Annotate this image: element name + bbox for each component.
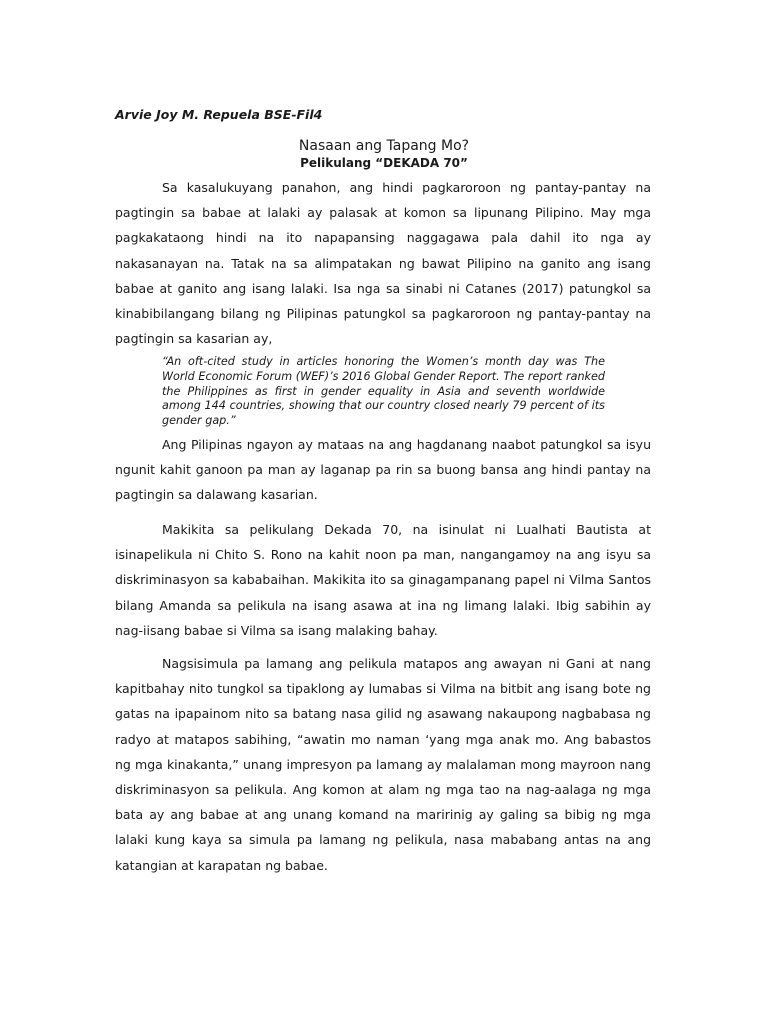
paragraph-intro: Sa kasalukuyang panahon, ang hindi pagkaroroon ng pantay-pantay na pagtingin sa babae at lalaki ay palasak at komon sa lipunang Pilipino. May mga pagkakataong hindi na ito napapansing naggagawa pala dahil ito nga ay nakasanayan na. Tatak na sa alimpatakan ng bawat Pilipino na ganito ang isang babae at ganito ang isang lalaki. Isa nga sa sinabi ni Catanes (2017) patungkol sa kinabibilangang bilang ng Pilipinas patungkol sa pagkaroroon ng pantay-pantay na pagtingin sa kasarian ay,	[115, 180, 651, 347]
author-line: Arvie Joy M. Repuela BSE-Fil4	[115, 107, 323, 122]
paragraph-film-intro: Makikita sa pelikulang Dekada 70, na isinulat ni Lualhati Bautista at isinapelikula ni Chito S. Rono na kahit noon pa man, nangangamoy na ang isyu sa diskriminasyon sa kababaihan. Makikita ito sa ginagampanang papel ni Vilma Santos bilang Amanda sa pelikula na isang asawa at ina ng limang lalaki. Ibig sabihin ay nag-iisang babae si Vilma sa isang malaking bahay.	[115, 522, 651, 638]
paragraph-ranking: Ang Pilipinas ngayon ay mataas na ang hagdanang naabot patungkol sa isyu ngunit kahit ganoon pa man ay laganap pa rin sa buong bansa ang hindi pantay na pagtingin sa dalawang kasarian.	[115, 437, 651, 503]
block-quote: “An oft-cited study in articles honoring the Women’s month day was The World Economic Forum (WEF)’s 2016 Global Gender Report. The report ranked the Philippines as first in gender equality in Asia and seventh worldwide among 144 countries, showing that our country closed nearly 79 percent of its gender gap.”	[162, 355, 605, 428]
document-title: Nasaan ang Tapang Mo?	[298, 138, 470, 154]
paragraph-film-opening: Nagsisimula pa lamang ang pelikula matapos ang awayan ni Gani at nang kapitbahay nito tungkol sa tipaklong ay lumabas si Vilma na bitbit ang isang bote ng gatas na ipapainom nito sa batang nasa gilid ng asawang nakaupong nagbabasa ng radyo at matapos sabihing, “awatin mo naman ‘yang mga anak mo. Ang babastos ng mga kinakanta,” unang impresyon pa lamang ay malalaman mong mayroon nang diskriminasyon sa pelikula. Ang komon at alam ng mga tao na nag-aalaga ng mga bata ay ang babae at ang unang komand na maririnig ay galing sa bibig ng mga lalaki kung kaya sa simula pa lamang ng pelikula, nasa mababang antas na ang katangian at karapatan ng babae.	[115, 656, 651, 873]
document-subtitle: Pelikulang “DEKADA 70”	[300, 156, 468, 170]
